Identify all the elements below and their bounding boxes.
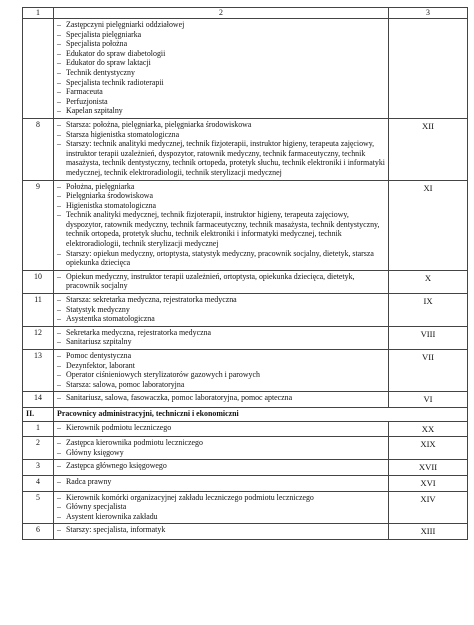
occupation-item xyxy=(57,370,385,380)
dash-bullet: – xyxy=(57,360,61,370)
dash-bullet: – xyxy=(57,271,61,281)
row-number: 12 xyxy=(23,326,54,349)
occupation-item xyxy=(57,97,385,107)
occupation-item xyxy=(57,314,385,324)
table-row xyxy=(23,460,468,476)
row-number: 11 xyxy=(23,294,54,327)
pay-level: X xyxy=(389,270,468,293)
occupation-item xyxy=(57,191,385,201)
dash-bullet: – xyxy=(57,129,61,139)
occupation-text: Kierownik komórki organizacyjnej zakładu leczniczego podmiotu leczniczego xyxy=(66,492,314,502)
occupation-item xyxy=(57,295,385,305)
occupation-item xyxy=(57,272,385,291)
dash-bullet: – xyxy=(57,67,61,77)
row-number: 10 xyxy=(23,270,54,293)
pay-level: XII xyxy=(389,118,468,180)
occupation-text: Perfuzjonista xyxy=(66,96,108,106)
dash-bullet: – xyxy=(57,525,61,535)
occupation-item xyxy=(57,249,385,268)
pay-level: IX xyxy=(389,294,468,327)
occupation-text: Starszy: opiekun medyczny, ortoptysta, statystyk medyczny, pracownik socjalny, dietetyk, starsza opiekunka dziecięca xyxy=(66,248,374,268)
table-row xyxy=(23,437,468,460)
occupation-text: Statystyk medyczny xyxy=(66,304,130,314)
row-number: 13 xyxy=(23,350,54,392)
dash-bullet: – xyxy=(57,181,61,191)
dash-bullet: – xyxy=(57,248,61,258)
occupation-cell xyxy=(54,180,389,270)
occupation-item xyxy=(57,477,385,487)
pay-level: XI xyxy=(389,180,468,270)
section-title: Pracownicy administracyjni, techniczni i ekonomiczni xyxy=(54,407,468,421)
dash-bullet: – xyxy=(57,511,61,521)
occupation-item xyxy=(57,39,385,49)
row-number: 9 xyxy=(23,180,54,270)
occupation-text: Specjalista położna xyxy=(66,39,128,49)
dash-bullet: – xyxy=(57,96,61,106)
dash-bullet: – xyxy=(57,87,61,97)
occupation-text: Specjalista pielęgniarka xyxy=(66,29,142,39)
dash-bullet: – xyxy=(57,295,61,305)
occupation-text: Starsza: położna, pielęgniarka, pielęgniarka środowiskowa xyxy=(66,119,252,129)
occupation-item xyxy=(57,78,385,88)
row-number: 3 xyxy=(23,460,54,476)
occupation-cell xyxy=(54,392,389,408)
table-row xyxy=(23,118,468,180)
occupation-cell xyxy=(54,270,389,293)
occupation-text: Operator ciśnieniowych sterylizatorów gazowych i parowych xyxy=(66,370,260,380)
occupation-text: Starszy: technik analityki medycznej, technik fizjoterapii, instruktor higieny, terapeuta zajęciowy, instruktor terapii uzależnień, dyspozytor, ratownik medyczny, technik farmaceutyczny, technik masażysta, technik dentystyczny, technik ortopeda, protetyk słuchu, technik elektroniki i informatyki medycznej, technik elektroradiologii, technik sterylizacji medycznej xyxy=(66,139,385,177)
table-row xyxy=(23,524,468,540)
dash-bullet: – xyxy=(57,200,61,210)
occupation-text: Radca prawny xyxy=(66,476,112,486)
pay-grade-table xyxy=(22,7,468,540)
occupation-item xyxy=(57,68,385,78)
occupation-text: Technik dentystyczny xyxy=(66,67,135,77)
occupation-text: Starsza: salowa, pomoc laboratoryjna xyxy=(66,379,185,389)
column-header-row xyxy=(23,8,468,19)
occupation-item xyxy=(57,337,385,347)
row-number: 8 xyxy=(23,118,54,180)
section-number: II. xyxy=(23,407,54,421)
occupation-item xyxy=(57,438,385,448)
occupation-text: Technik analityki medycznej, technik fizjoterapii, instruktor higieny, terapeuta zajęciowy, dyspozytor, ratownik medyczny, technik farmaceutyczny, technik masażysta, technik dentystyczny, technik ortopeda, protetyk słuchu, technik elektroniki i informatyki medycznej, technik elektroradiologii, technik sterylizacji medycznej xyxy=(66,210,380,249)
pay-level: XIII xyxy=(389,524,468,540)
occupation-text: Pomoc dentystyczna xyxy=(66,351,132,360)
table-row xyxy=(23,180,468,270)
dash-bullet: – xyxy=(57,447,61,457)
occupation-cell xyxy=(54,294,389,327)
dash-bullet: – xyxy=(57,393,61,403)
dash-bullet: – xyxy=(57,106,61,116)
column-header-1: 1 xyxy=(23,8,54,19)
occupation-text: Sekretarka medyczna, rejestratorka medyczna xyxy=(66,327,212,337)
occupation-cell xyxy=(54,475,389,491)
table-row xyxy=(23,19,468,119)
occupation-item xyxy=(57,423,385,433)
occupation-item xyxy=(57,87,385,97)
dash-bullet: – xyxy=(57,191,61,201)
dash-bullet: – xyxy=(57,20,61,29)
pay-level: VI xyxy=(389,392,468,408)
occupation-item xyxy=(57,182,385,192)
occupation-text: Pielęgniarka środowiskowa xyxy=(66,191,153,201)
occupation-text: Asystentka stomatologiczna xyxy=(66,314,155,324)
dash-bullet: – xyxy=(57,422,61,432)
dash-bullet: – xyxy=(57,379,61,389)
occupation-item xyxy=(57,493,385,503)
occupation-item xyxy=(57,201,385,211)
section-header-row xyxy=(23,407,468,421)
pay-level: XIX xyxy=(389,437,468,460)
pay-level: XVII xyxy=(389,460,468,476)
dash-bullet: – xyxy=(57,119,61,129)
occupation-cell xyxy=(54,491,389,524)
dash-bullet: – xyxy=(57,327,61,337)
dash-bullet: – xyxy=(57,492,61,502)
occupation-item xyxy=(57,393,385,403)
occupation-text: Położna, pielęgniarka xyxy=(66,181,135,191)
occupation-item xyxy=(57,30,385,40)
row-number: 1 xyxy=(23,421,54,437)
occupation-text: Farmaceuta xyxy=(66,87,103,97)
occupation-item xyxy=(57,120,385,130)
occupation-text: Asystent kierownika zakładu xyxy=(66,511,158,521)
occupation-item xyxy=(57,351,385,361)
occupation-text: Starsza higienistka stomatologiczna xyxy=(66,129,180,139)
row-number: 4 xyxy=(23,475,54,491)
occupation-item xyxy=(57,106,385,116)
occupation-text: Kapelan szpitalny xyxy=(66,106,123,116)
occupation-item xyxy=(57,328,385,338)
table-row xyxy=(23,270,468,293)
pay-level: XIV xyxy=(389,491,468,524)
occupation-text: Edukator do spraw diabetologii xyxy=(66,48,166,58)
row-number: 2 xyxy=(23,437,54,460)
table-row xyxy=(23,326,468,349)
occupation-cell xyxy=(54,19,389,119)
occupation-item xyxy=(57,20,385,30)
occupation-item xyxy=(57,130,385,140)
table-row xyxy=(23,421,468,437)
dash-bullet: – xyxy=(57,370,61,380)
dash-bullet: – xyxy=(57,502,61,512)
dash-bullet: – xyxy=(57,476,61,486)
table-row xyxy=(23,350,468,392)
occupation-item xyxy=(57,380,385,390)
table-row xyxy=(23,475,468,491)
dash-bullet: – xyxy=(57,337,61,347)
occupation-item xyxy=(57,210,385,248)
dash-bullet: – xyxy=(57,77,61,87)
column-header-3: 3 xyxy=(389,8,468,19)
table-row xyxy=(23,392,468,408)
occupation-text: Sanitariusz szpitalny xyxy=(66,337,132,347)
pay-level xyxy=(389,19,468,119)
occupation-item xyxy=(57,461,385,471)
dash-bullet: – xyxy=(57,29,61,39)
table-row xyxy=(23,491,468,524)
occupation-text: Dezynfektor, laborant xyxy=(66,360,135,370)
dash-bullet: – xyxy=(57,39,61,49)
occupation-cell xyxy=(54,326,389,349)
occupation-text: Zastępczyni pielęgniarki oddziałowej xyxy=(66,20,185,29)
occupation-item xyxy=(57,361,385,371)
dash-bullet: – xyxy=(57,210,61,220)
occupation-cell xyxy=(54,421,389,437)
occupation-text: Główny księgowy xyxy=(66,447,124,457)
occupation-item xyxy=(57,502,385,512)
dash-bullet: – xyxy=(57,139,61,149)
pay-level: XX xyxy=(389,421,468,437)
occupation-text: Sanitariusz, salowa, fasowaczka, pomoc laboratoryjna, pomoc apteczna xyxy=(66,393,293,403)
pay-level: XVI xyxy=(389,475,468,491)
occupation-text: Edukator do spraw laktacji xyxy=(66,58,151,68)
occupation-item xyxy=(57,512,385,522)
occupation-item xyxy=(57,305,385,315)
occupation-cell xyxy=(54,350,389,392)
dash-bullet: – xyxy=(57,58,61,68)
occupation-text: Kierownik podmiotu leczniczego xyxy=(66,422,172,432)
pay-level: VII xyxy=(389,350,468,392)
occupation-text: Higienistka stomatologiczna xyxy=(66,200,157,210)
occupation-text: Specjalista technik radioterapii xyxy=(66,77,164,87)
occupation-text: Zastępca kierownika podmiotu leczniczego xyxy=(66,438,203,448)
row-number: 6 xyxy=(23,524,54,540)
dash-bullet: – xyxy=(57,461,61,471)
pay-level: VIII xyxy=(389,326,468,349)
occupation-item xyxy=(57,448,385,458)
column-header-2: 2 xyxy=(54,8,389,19)
dash-bullet: – xyxy=(57,48,61,58)
table-row xyxy=(23,294,468,327)
occupation-item xyxy=(57,58,385,68)
occupation-cell xyxy=(54,460,389,476)
occupation-cell xyxy=(54,118,389,180)
occupation-text: Starszy: specjalista, informatyk xyxy=(66,525,166,535)
row-number: 14 xyxy=(23,392,54,408)
occupation-text: Zastępca głównego księgowego xyxy=(66,461,167,471)
dash-bullet: – xyxy=(57,314,61,324)
row-number: 5 xyxy=(23,491,54,524)
dash-bullet: – xyxy=(57,304,61,314)
occupation-text: Starsza: sekretarka medyczna, rejestratorka medyczna xyxy=(66,295,237,305)
row-number xyxy=(23,19,54,119)
occupation-cell xyxy=(54,524,389,540)
occupation-text: Opiekun medyczny, instruktor terapii uzależnień, ortoptysta, opiekunka dziecięca, dietetyk, pracownik socjalny xyxy=(66,271,355,291)
occupation-item xyxy=(57,525,385,535)
dash-bullet: – xyxy=(57,438,61,448)
dash-bullet: – xyxy=(57,351,61,360)
occupation-cell xyxy=(54,437,389,460)
occupation-item xyxy=(57,49,385,59)
occupation-text: Główny specjalista xyxy=(66,502,127,512)
occupation-item xyxy=(57,139,385,177)
